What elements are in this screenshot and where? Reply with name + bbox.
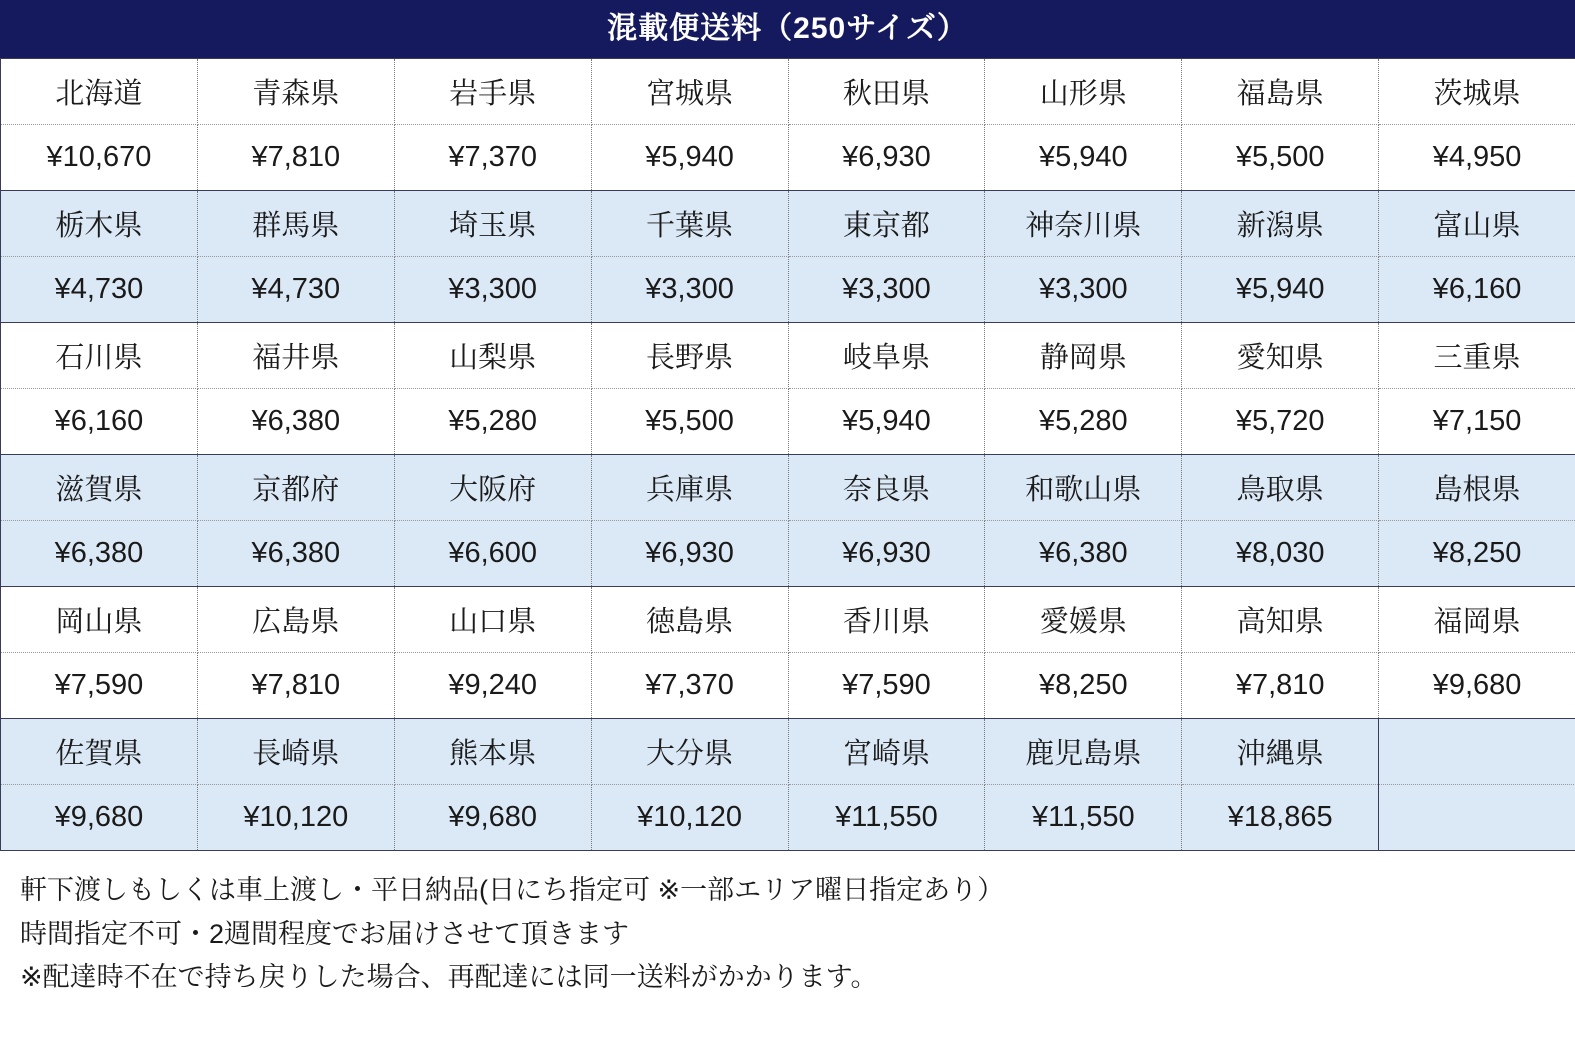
price-cell: ¥7,150 — [1379, 389, 1575, 455]
prefecture-cell: 長崎県 — [197, 719, 394, 785]
shipping-rate-table — [0, 58, 1575, 851]
price-cell: ¥5,940 — [1182, 257, 1379, 323]
price-cell: ¥5,280 — [394, 389, 591, 455]
prefecture-cell: 佐賀県 — [1, 719, 198, 785]
prefecture-cell: 大阪府 — [394, 455, 591, 521]
price-cell: ¥4,730 — [197, 257, 394, 323]
notes-block — [0, 851, 1575, 1000]
prefecture-cell: 高知県 — [1182, 587, 1379, 653]
price-cell: ¥11,550 — [788, 785, 985, 851]
price-cell: ¥10,670 — [1, 125, 198, 191]
note-line: ※配達時不在で持ち戻りした場合、再配達には同一送料がかかります。 — [20, 962, 878, 993]
prefecture-cell: 愛媛県 — [985, 587, 1182, 653]
price-cell: ¥7,370 — [394, 125, 591, 191]
prefecture-cell: 山形県 — [985, 59, 1182, 125]
prefecture-cell: 兵庫県 — [591, 455, 788, 521]
price-cell: ¥3,300 — [394, 257, 591, 323]
table-body — [1, 59, 1575, 851]
prefecture-cell: 埼玉県 — [394, 191, 591, 257]
empty-cell — [1379, 719, 1575, 785]
price-cell: ¥5,720 — [1182, 389, 1379, 455]
price-cell: ¥9,680 — [1379, 653, 1575, 719]
price-cell: ¥7,810 — [1182, 653, 1379, 719]
price-cell: ¥5,280 — [985, 389, 1182, 455]
price-cell: ¥6,160 — [1, 389, 198, 455]
prefecture-cell: 石川県 — [1, 323, 198, 389]
price-cell: ¥6,930 — [788, 521, 985, 587]
price-cell: ¥8,250 — [985, 653, 1182, 719]
price-cell: ¥7,810 — [197, 125, 394, 191]
table-row — [1, 587, 1575, 653]
table-row — [1, 785, 1575, 851]
price-cell: ¥7,810 — [197, 653, 394, 719]
prefecture-cell: 広島県 — [197, 587, 394, 653]
prefecture-cell: 鹿児島県 — [985, 719, 1182, 785]
price-cell: ¥5,500 — [591, 389, 788, 455]
prefecture-cell: 和歌山県 — [985, 455, 1182, 521]
price-cell: ¥5,500 — [1182, 125, 1379, 191]
prefecture-cell: 群馬県 — [197, 191, 394, 257]
prefecture-cell: 青森県 — [197, 59, 394, 125]
price-cell: ¥3,300 — [985, 257, 1182, 323]
price-cell: ¥6,930 — [591, 521, 788, 587]
price-cell: ¥6,380 — [985, 521, 1182, 587]
prefecture-cell: 三重県 — [1379, 323, 1575, 389]
price-cell: ¥3,300 — [591, 257, 788, 323]
prefecture-cell: 長野県 — [591, 323, 788, 389]
prefecture-cell: 茨城県 — [1379, 59, 1575, 125]
prefecture-cell: 岐阜県 — [788, 323, 985, 389]
price-cell: ¥6,600 — [394, 521, 591, 587]
prefecture-cell: 奈良県 — [788, 455, 985, 521]
price-cell: ¥6,930 — [788, 125, 985, 191]
price-cell: ¥9,680 — [394, 785, 591, 851]
prefecture-cell: 滋賀県 — [1, 455, 198, 521]
table-row — [1, 125, 1575, 191]
table-row — [1, 719, 1575, 785]
prefecture-cell: 静岡県 — [985, 323, 1182, 389]
prefecture-cell: 山梨県 — [394, 323, 591, 389]
prefecture-cell: 福岡県 — [1379, 587, 1575, 653]
prefecture-cell: 愛知県 — [1182, 323, 1379, 389]
price-cell: ¥4,950 — [1379, 125, 1575, 191]
table-row — [1, 455, 1575, 521]
prefecture-cell: 栃木県 — [1, 191, 198, 257]
table-row — [1, 521, 1575, 587]
table-row — [1, 191, 1575, 257]
prefecture-cell: 岡山県 — [1, 587, 198, 653]
price-cell: ¥7,590 — [788, 653, 985, 719]
price-cell: ¥5,940 — [985, 125, 1182, 191]
prefecture-cell: 熊本県 — [394, 719, 591, 785]
note-line: 時間指定不可・2週間程度でお届けさせて頂きます — [20, 918, 630, 949]
table-row — [1, 257, 1575, 323]
prefecture-cell: 徳島県 — [591, 587, 788, 653]
prefecture-cell: 山口県 — [394, 587, 591, 653]
price-cell: ¥6,160 — [1379, 257, 1575, 323]
table-row — [1, 59, 1575, 125]
note-line: 軒下渡しもしくは車上渡し・平日納品(日にち指定可 ※一部エリア曜日指定あり） — [20, 875, 1005, 905]
price-cell: ¥7,370 — [591, 653, 788, 719]
prefecture-cell: 島根県 — [1379, 455, 1575, 521]
prefecture-cell: 北海道 — [1, 59, 198, 125]
price-cell: ¥9,240 — [394, 653, 591, 719]
empty-cell — [1379, 785, 1575, 851]
prefecture-cell: 沖縄県 — [1182, 719, 1379, 785]
price-cell: ¥5,940 — [788, 389, 985, 455]
price-cell: ¥6,380 — [197, 389, 394, 455]
prefecture-cell: 神奈川県 — [985, 191, 1182, 257]
prefecture-cell: 京都府 — [197, 455, 394, 521]
prefecture-cell: 香川県 — [788, 587, 985, 653]
price-cell: ¥3,300 — [788, 257, 985, 323]
prefecture-cell: 福島県 — [1182, 59, 1379, 125]
prefecture-cell: 秋田県 — [788, 59, 985, 125]
prefecture-cell: 大分県 — [591, 719, 788, 785]
page-title: 混載便送料（250サイズ） — [0, 0, 1575, 58]
price-cell: ¥18,865 — [1182, 785, 1379, 851]
table-row — [1, 389, 1575, 455]
price-cell: ¥4,730 — [1, 257, 198, 323]
price-cell: ¥9,680 — [1, 785, 198, 851]
price-cell: ¥7,590 — [1, 653, 198, 719]
price-cell: ¥6,380 — [1, 521, 198, 587]
prefecture-cell: 千葉県 — [591, 191, 788, 257]
prefecture-cell: 新潟県 — [1182, 191, 1379, 257]
price-cell: ¥10,120 — [197, 785, 394, 851]
price-cell: ¥5,940 — [591, 125, 788, 191]
table-row — [1, 653, 1575, 719]
prefecture-cell: 鳥取県 — [1182, 455, 1379, 521]
price-cell: ¥6,380 — [197, 521, 394, 587]
price-cell: ¥8,030 — [1182, 521, 1379, 587]
prefecture-cell: 宮城県 — [591, 59, 788, 125]
prefecture-cell: 岩手県 — [394, 59, 591, 125]
price-cell: ¥11,550 — [985, 785, 1182, 851]
price-cell: ¥8,250 — [1379, 521, 1575, 587]
table-row — [1, 323, 1575, 389]
price-cell: ¥10,120 — [591, 785, 788, 851]
prefecture-cell: 東京都 — [788, 191, 985, 257]
prefecture-cell: 富山県 — [1379, 191, 1575, 257]
prefecture-cell: 宮崎県 — [788, 719, 985, 785]
prefecture-cell: 福井県 — [197, 323, 394, 389]
